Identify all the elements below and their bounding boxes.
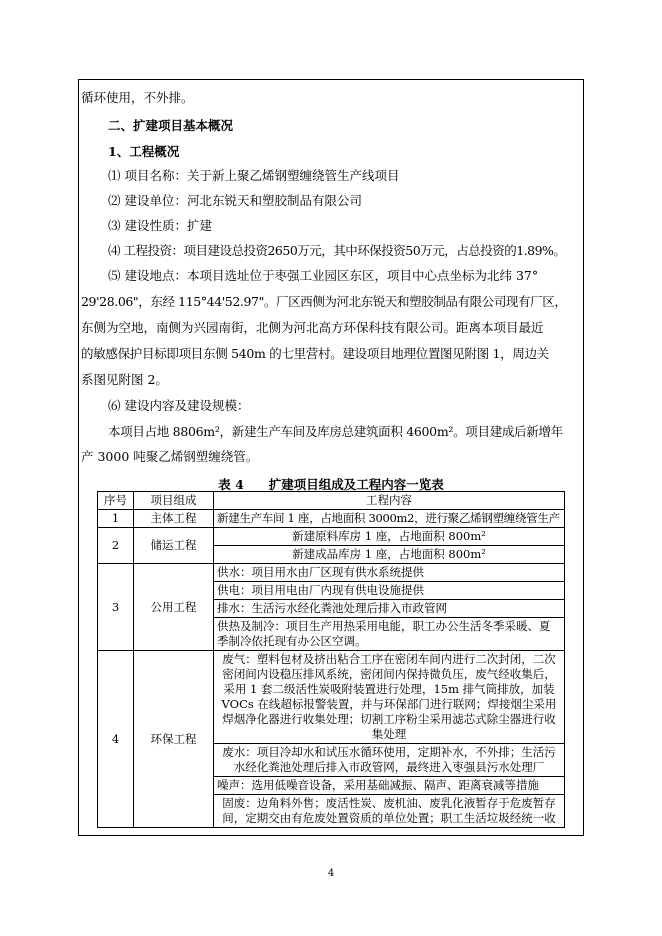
table-row [98, 651, 565, 744]
row-content: 新建成品库房 1 座，占地面积 800m² [214, 546, 565, 564]
item-location-line3: 东侧为空地，南侧为兴园南街，北侧为河北高方环保科技有限公司。距离本项目最近 [81, 320, 544, 335]
item-location-line2: 29'28.06"，东经 115°44'52.97"。厂区西侧为河北东锐天和塑胶制品有限公司现有厂区， [81, 294, 567, 309]
header-content: 工程内容 [214, 492, 565, 510]
item-construction-unit: ⑵ 建设单位：河北东锐天和塑胶制品有限公司 [108, 193, 362, 208]
paragraph-intro: 循环使用，不外排。 [81, 90, 194, 105]
row-content: 新建生产车间 1 座，占地面积 3000m2，进行聚乙烯钢塑缠绕管生产 [214, 510, 565, 528]
row-content: 排水：生活污水经化粪池处理后排入市政管网 [214, 600, 565, 618]
row-content: 废水：项目冷却水和试压水循环使用，定期补水，不外排；生活污水经化粪池处理后排入市政管网，最终进入枣强县污水处理厂 [214, 744, 565, 777]
row-content: 噪声：选用低噪音设备，采用基础减振、隔声、距离衰减等措施 [214, 777, 565, 795]
row-content: 新建原料库房 1 座，占地面积 800m² [214, 528, 565, 546]
row-content: 供热及制冷：项目生产用热采用电能，职工办公生活冬季采暖、夏季制冷依托现有办公区空调。 [214, 618, 565, 651]
row-name: 储运工程 [134, 528, 214, 564]
scale-text-line1: 本项目占地 8806m²，新建生产车间及库房总建筑面积 4600m²。项目建成后新增年 [108, 424, 563, 439]
row-name: 环保工程 [134, 651, 214, 828]
project-composition-table [97, 491, 565, 828]
section-heading: 二、扩建项目基本概况 [108, 118, 234, 133]
page-number: 4 [327, 868, 335, 879]
table-row [98, 564, 565, 582]
row-no: 2 [98, 528, 134, 564]
subsection-heading: 1、工程概况 [108, 144, 180, 159]
row-content: 供水：项目用水由厂区现有供水系统提供 [214, 564, 565, 582]
item-investment: ⑷ 工程投资：项目建设总投资2650万元，其中环保投资50万元，占总投资的1.89%。 [108, 243, 566, 258]
header-name: 项目组成 [134, 492, 214, 510]
row-name: 公用工程 [134, 564, 214, 651]
row-content: 固废：边角料外售；废活性炭、废机油、废乳化液暂存于危废暂存间，定期交由有危废处置资质的单位处置；职工生活垃圾经统一收 [214, 795, 565, 828]
item-project-name: ⑴ 项目名称：关于新上聚乙烯钢塑缠绕管生产线项目 [108, 168, 400, 183]
row-no: 4 [98, 651, 134, 828]
row-name: 主体工程 [134, 510, 214, 528]
header-no: 序号 [98, 492, 134, 510]
scale-text-line2: 产 3000 吨聚乙烯钢塑缠绕管。 [81, 449, 259, 464]
table-row [98, 528, 565, 546]
table-row [98, 510, 565, 528]
table-caption: 表 4 扩建项目组成及工程内容一览表 [218, 477, 444, 492]
row-no: 3 [98, 564, 134, 651]
row-content: 废气：塑料包材及挤出粘合工序在密闭车间内进行二次封闭，二次密闭间内设稳压排风系统，密闭间内保持微负压，废气经收集后，采用 1 套二级活性炭吸附装置进行处理，15m 排气筒排放，加装 VOCs 在线超标报警装置，并与环保部门进行联网；焊接烟尘采用焊烟净化器进行收集处理；切割工序粉尘采用滤芯式除尘器进行收集处理 [214, 651, 565, 744]
item-scale-title: ⑹ 建设内容及建设规模： [108, 398, 250, 413]
item-construction-nature: ⑶ 建设性质：扩建 [108, 218, 212, 233]
row-no: 1 [98, 510, 134, 528]
row-content: 供电：项目用电由厂内现有供电设施提供 [214, 582, 565, 600]
item-location-line4: 的敏感保护目标即项目东侧 540m 的七里营村。建设项目地理位置图见附图 1，周边关 [81, 346, 549, 361]
item-location-line5: 系图见附图 2。 [81, 372, 168, 387]
table-header-row [98, 492, 565, 510]
item-location-line1: ⑸ 建设地点：本项目选址位于枣强工业园区东区，项目中心点坐标为北纬 37° [108, 268, 539, 283]
